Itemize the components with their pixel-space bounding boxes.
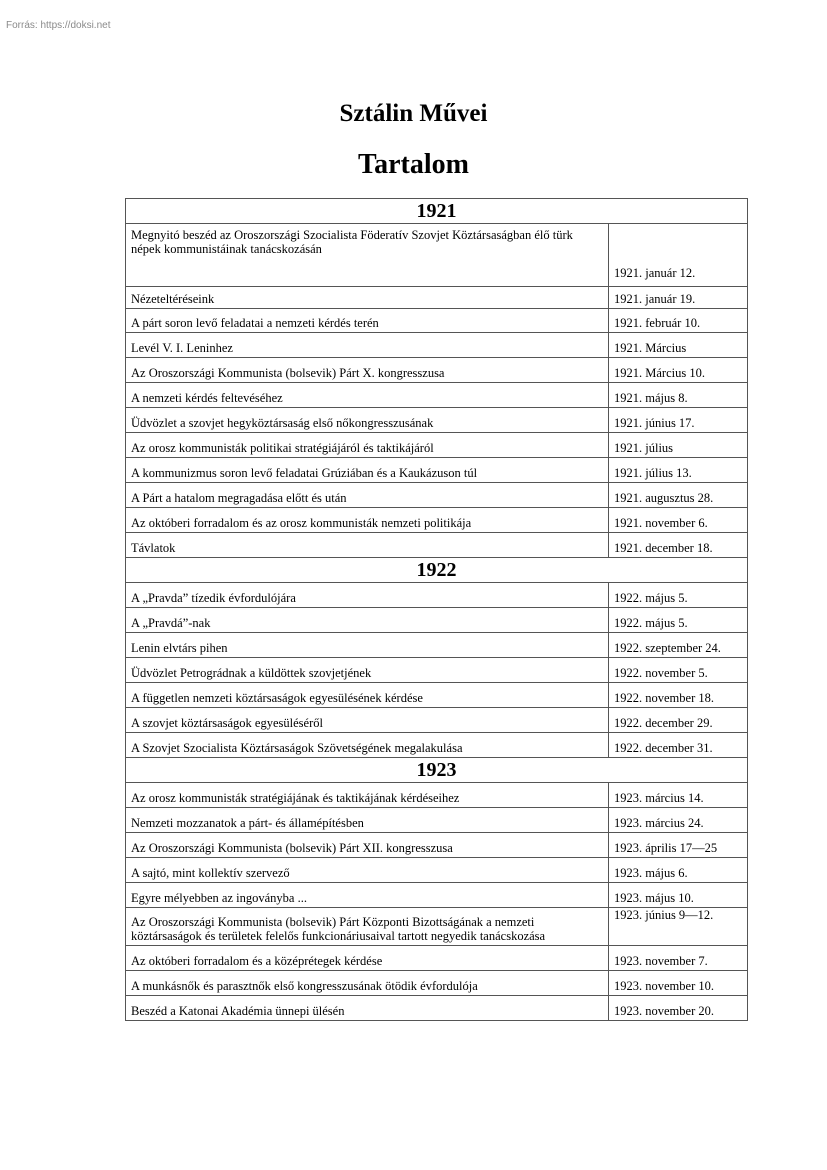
entry-date: 1922. november 5. xyxy=(609,658,748,683)
table-row xyxy=(126,683,748,708)
source-note: Forrás: https://doksi.net xyxy=(6,20,111,31)
entry-date: 1923. november 10. xyxy=(609,971,748,996)
entry-title: Nézeteltéréseink xyxy=(126,287,609,309)
table-row xyxy=(126,996,748,1021)
entry-title: Az Oroszországi Kommunista (bolsevik) Párt Központi Bizottságának a nemzeti köztársaságok és területek felelős funkcionáriusaival tartott negyedik tanácskozása xyxy=(126,908,609,946)
table-row xyxy=(126,833,748,858)
year-row xyxy=(126,558,748,583)
table-row xyxy=(126,408,748,433)
entry-date: 1923. június 9—12. xyxy=(609,908,748,946)
entry-date: 1922. május 5. xyxy=(609,608,748,633)
entry-title: Az orosz kommunisták politikai stratégiájáról és taktikájáról xyxy=(126,433,609,458)
entry-date: 1921. augusztus 28. xyxy=(609,483,748,508)
entry-date: 1921. július xyxy=(609,433,748,458)
entry-date: 1922. december 29. xyxy=(609,708,748,733)
entry-title: Üdvözlet Petrográdnak a küldöttek szovjetjének xyxy=(126,658,609,683)
entry-date: 1923. május 10. xyxy=(609,883,748,908)
entry-date: 1923. március 14. xyxy=(609,783,748,808)
year-heading: 1921 xyxy=(126,199,748,224)
table-row xyxy=(126,858,748,883)
table-row xyxy=(126,508,748,533)
contents-heading: Tartalom xyxy=(358,149,469,180)
table-row xyxy=(126,333,748,358)
entry-date: 1921. január 19. xyxy=(609,287,748,309)
table-row xyxy=(126,946,748,971)
entry-title: Az októberi forradalom és a középrétegek kérdése xyxy=(126,946,609,971)
year-heading: 1923 xyxy=(126,758,748,783)
entry-title: Lenin elvtárs pihen xyxy=(126,633,609,658)
table-row xyxy=(126,658,748,683)
table-row xyxy=(126,633,748,658)
table-row xyxy=(126,783,748,808)
entry-date: 1923. március 24. xyxy=(609,808,748,833)
entry-date: 1923. április 17—25 xyxy=(609,833,748,858)
table-row xyxy=(126,309,748,333)
table-row xyxy=(126,733,748,758)
entry-title: Távlatok xyxy=(126,533,609,558)
entry-title: A szovjet köztársaságok egyesüléséről xyxy=(126,708,609,733)
entry-date: 1922. május 5. xyxy=(609,583,748,608)
entry-date: 1921. Március 10. xyxy=(609,358,748,383)
entry-date: 1922. november 18. xyxy=(609,683,748,708)
contents-table xyxy=(125,198,748,1021)
entry-title: Az Oroszországi Kommunista (bolsevik) Párt X. kongresszusa xyxy=(126,358,609,383)
entry-title: A Szovjet Szocialista Köztársaságok Szövetségének megalakulása xyxy=(126,733,609,758)
entry-title: A „Pravdá”-nak xyxy=(126,608,609,633)
entry-date: 1923. november 20. xyxy=(609,996,748,1021)
table-row xyxy=(126,483,748,508)
entry-date: 1921. május 8. xyxy=(609,383,748,408)
table-row xyxy=(126,383,748,408)
entry-title: Beszéd a Katonai Akadémia ünnepi ülésén xyxy=(126,996,609,1021)
table-row xyxy=(126,533,748,558)
entry-title: Megnyitó beszéd az Oroszországi Szocialista Föderatív Szovjet Köztársaságban élő türk népek kommunistáinak tanácskozásán xyxy=(126,224,609,287)
entry-title: Levél V. I. Leninhez xyxy=(126,333,609,358)
table-row xyxy=(126,224,748,287)
table-row xyxy=(126,971,748,996)
entry-date: 1921. december 18. xyxy=(609,533,748,558)
entry-date: 1921. november 6. xyxy=(609,508,748,533)
entry-title: A munkásnők és parasztnők első kongresszusának ötödik évfordulója xyxy=(126,971,609,996)
entry-date: 1921. január 12. xyxy=(609,224,748,287)
entry-date: 1923. november 7. xyxy=(609,946,748,971)
table-row xyxy=(126,433,748,458)
entry-date: 1922. december 31. xyxy=(609,733,748,758)
table-row xyxy=(126,708,748,733)
book-title: Sztálin Művei xyxy=(339,100,488,127)
entry-title: A kommunizmus soron levő feladatai Grúziában és a Kaukázuson túl xyxy=(126,458,609,483)
entry-date: 1921. július 13. xyxy=(609,458,748,483)
entry-title: Nemzeti mozzanatok a párt- és államépítésben xyxy=(126,808,609,833)
table-row xyxy=(126,908,748,946)
entry-title: Az Oroszországi Kommunista (bolsevik) Párt XII. kongresszusa xyxy=(126,833,609,858)
entry-date: 1921. Március xyxy=(609,333,748,358)
table-row xyxy=(126,583,748,608)
entry-date: 1922. szeptember 24. xyxy=(609,633,748,658)
entry-title: A nemzeti kérdés feltevéséhez xyxy=(126,383,609,408)
entry-title: A párt soron levő feladatai a nemzeti kérdés terén xyxy=(126,309,609,333)
year-heading: 1922 xyxy=(126,558,748,583)
entry-title: A független nemzeti köztársaságok egyesülésének kérdése xyxy=(126,683,609,708)
year-row xyxy=(126,758,748,783)
entry-title: Egyre mélyebben az ingoványba ... xyxy=(126,883,609,908)
entry-title: Az orosz kommunisták stratégiájának és taktikájának kérdéseihez xyxy=(126,783,609,808)
table-row xyxy=(126,608,748,633)
entry-date: 1921. június 17. xyxy=(609,408,748,433)
entry-title: A Párt a hatalom megragadása előtt és után xyxy=(126,483,609,508)
table-row xyxy=(126,358,748,383)
entry-title: Az októberi forradalom és az orosz kommunisták nemzeti politikája xyxy=(126,508,609,533)
year-row xyxy=(126,199,748,224)
entry-date: 1923. május 6. xyxy=(609,858,748,883)
entry-date: 1921. február 10. xyxy=(609,309,748,333)
table-row xyxy=(126,883,748,908)
table-row xyxy=(126,808,748,833)
table-row xyxy=(126,287,748,309)
entry-title: A sajtó, mint kollektív szervező xyxy=(126,858,609,883)
entry-title: A „Pravda” tízedik évfordulójára xyxy=(126,583,609,608)
table-row xyxy=(126,458,748,483)
entry-title: Üdvözlet a szovjet hegyköztársaság első nőkongresszusának xyxy=(126,408,609,433)
